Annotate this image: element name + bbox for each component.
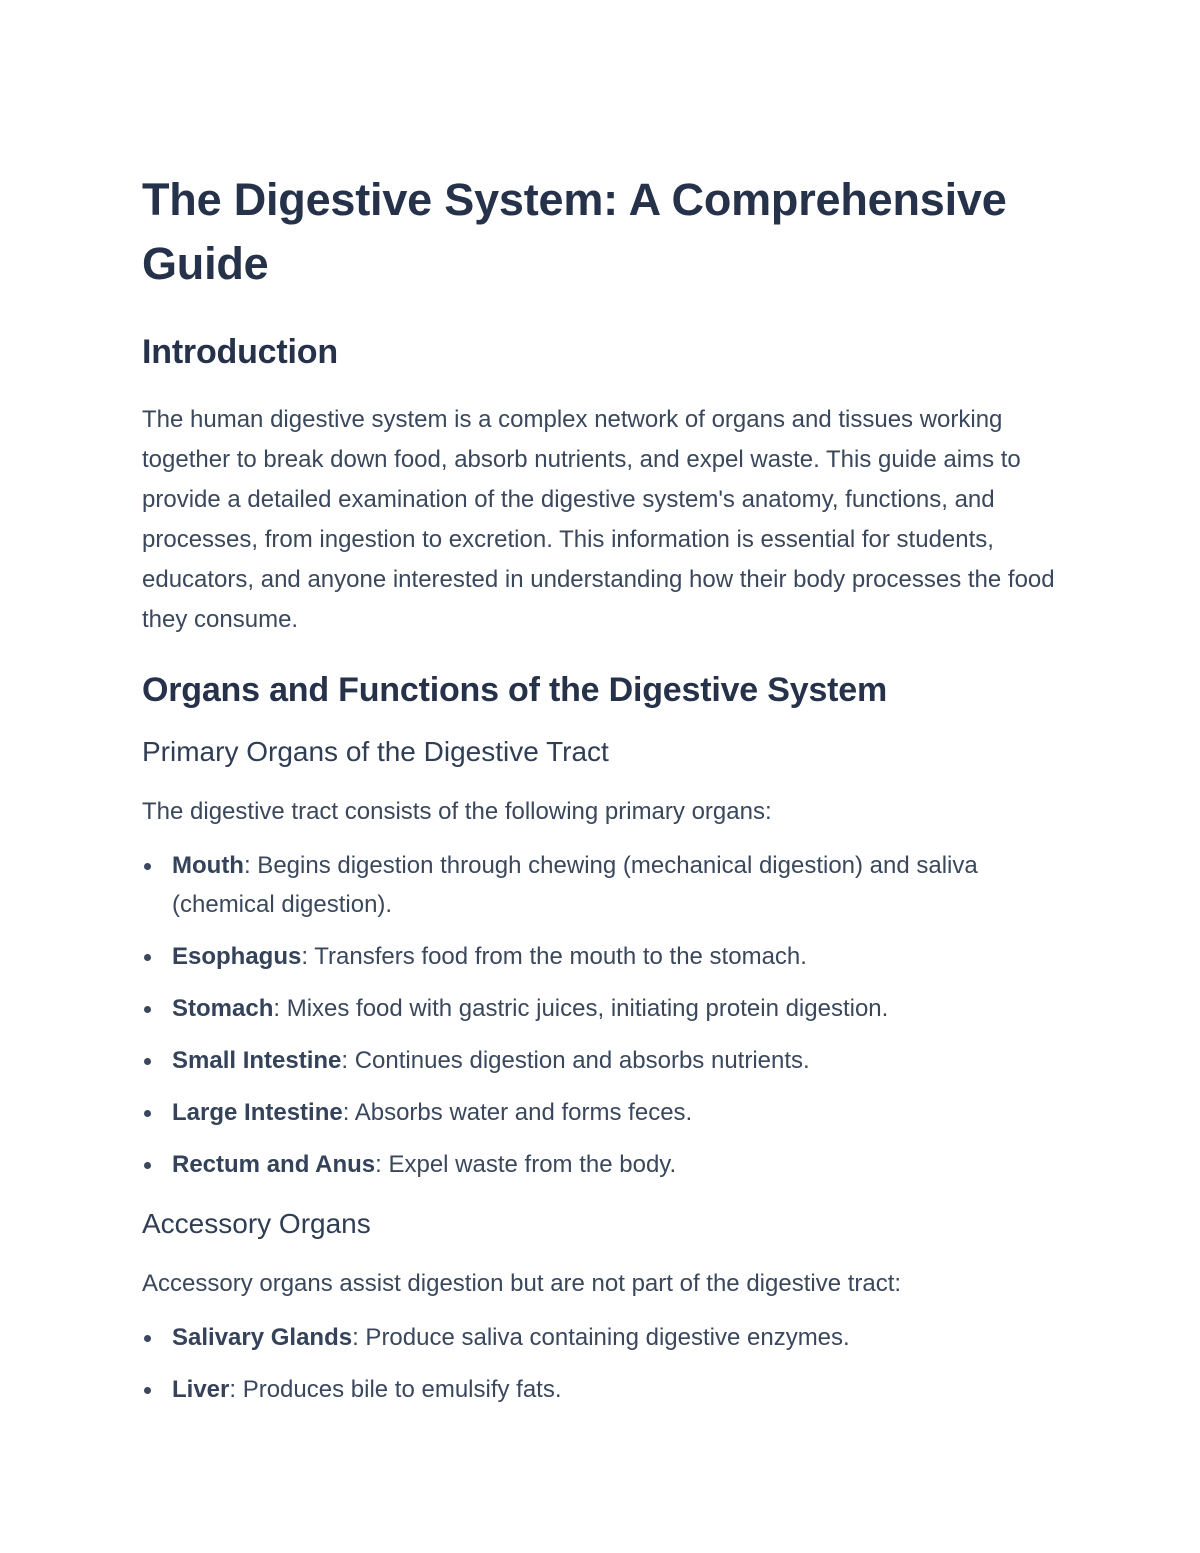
introduction-heading: Introduction <box>142 333 338 371</box>
list-item-description: : Transfers food from the mouth to the stomach. <box>301 943 807 970</box>
primary-organs-heading: Primary Organs of the Digestive Tract <box>142 736 609 767</box>
list-item-term: Esophagus <box>172 943 302 970</box>
list-item-term: Liver <box>172 1376 230 1403</box>
list-item <box>142 1145 1072 1184</box>
bullet-icon <box>144 1162 151 1169</box>
list-item <box>142 1318 1072 1357</box>
list-item <box>142 1041 1072 1080</box>
introduction-paragraph: The human digestive system is a complex network of organs and tissues working together to break down food, absorb nutrients, and expel waste. This guide aims to provide a detailed examination of the digestive system's anatomy, functions, and processes, from ingestion to excretion. This information is essential for students, educators, and anyone interested in understanding how their body processes the food they consume. <box>142 406 1055 633</box>
list-item <box>142 937 1072 976</box>
primary-organs-intro: The digestive tract consists of the following primary organs: <box>142 798 772 825</box>
bullet-icon <box>144 1006 151 1013</box>
list-item-term: Rectum and Anus <box>172 1151 376 1178</box>
bullet-icon <box>144 863 151 870</box>
bullet-icon <box>144 1335 151 1342</box>
list-item <box>142 989 1072 1028</box>
bullet-icon <box>144 1387 151 1394</box>
list-item <box>142 1370 1072 1409</box>
list-item-description: : Produce saliva containing digestive enzymes. <box>352 1324 850 1351</box>
list-item-description: : Mixes food with gastric juices, initiating protein digestion. <box>273 995 889 1022</box>
list-item-description: : Absorbs water and forms feces. <box>342 1099 693 1126</box>
list-item-description: : Expel waste from the body. <box>375 1151 677 1178</box>
organs-section-heading: Organs and Functions of the Digestive System <box>142 671 888 709</box>
accessory-organs-intro: Accessory organs assist digestion but are not part of the digestive tract: <box>142 1270 902 1297</box>
list-item-description: : Produces bile to emulsify fats. <box>229 1376 562 1403</box>
document-title: The Digestive System: A Comprehensive Guide <box>142 174 1007 289</box>
primary-organs-list <box>142 846 1072 1184</box>
list-item-term: Small Intestine <box>172 1047 342 1074</box>
list-item-term: Stomach <box>172 995 274 1022</box>
bullet-icon <box>144 1110 151 1117</box>
accessory-organs-heading: Accessory Organs <box>142 1208 371 1239</box>
list-item-description: : Continues digestion and absorbs nutrients. <box>341 1047 810 1074</box>
list-item-description: : Begins digestion through chewing (mechanical digestion) and saliva (chemical digestion). <box>172 852 978 918</box>
list-item-term: Mouth <box>172 852 244 879</box>
list-item-term: Salivary Glands <box>172 1324 353 1351</box>
list-item <box>142 846 1072 924</box>
bullet-icon <box>144 1058 151 1065</box>
list-item-term: Large Intestine <box>172 1099 343 1126</box>
bullet-icon <box>144 954 151 961</box>
accessory-organs-list <box>142 1318 1072 1409</box>
document-page <box>142 168 1072 1422</box>
list-item <box>142 1093 1072 1132</box>
